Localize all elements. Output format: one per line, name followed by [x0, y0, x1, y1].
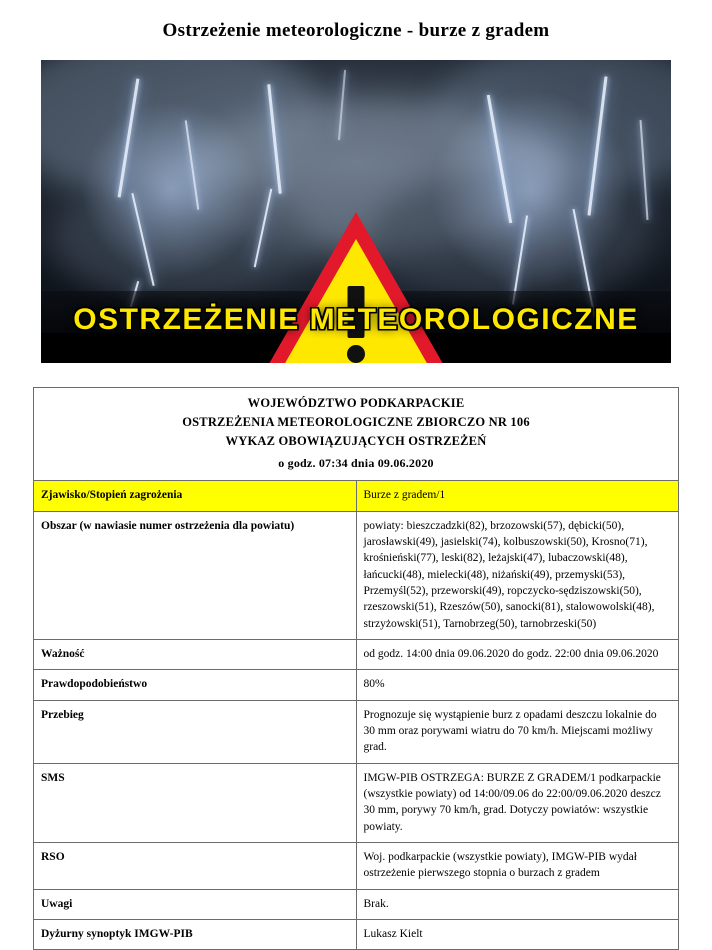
table-row [34, 889, 679, 919]
table-row [34, 842, 679, 889]
table-row [34, 700, 679, 763]
warning-table-body [34, 388, 679, 950]
table-row [34, 481, 679, 511]
row-label: Przebieg [34, 700, 357, 763]
warning-table-wrapper [33, 387, 679, 950]
warning-table [33, 387, 679, 950]
row-label: Zjawisko/Stopień zagrożenia [34, 481, 357, 511]
table-row [34, 919, 679, 949]
storm-photo [41, 60, 671, 363]
header-line-bulletin-number: OSTRZEŻENIA METEOROLOGICZNE ZBIORCZO NR 106 [182, 414, 530, 429]
row-value: IMGW-PIB OSTRZEGA: BURZE Z GRADEM/1 podkarpackie (wszystkie powiaty) od 14:00/09.06 do 22:00/09.06.2020 deszcz 30 mm, porywy 70 km/h, grad. Dotyczy powiatów: wszystkie powiaty. [356, 763, 679, 842]
row-value: Prognozuje się wystąpienie burz z opadami deszczu lokalnie do 30 mm oraz porywami wiatru do 70 km/h. Miejscami możliwy grad. [356, 700, 679, 763]
page-title: Ostrzeżenie meteorologiczne - burze z gradem [162, 20, 550, 41]
warning-triangle-icon [262, 212, 450, 363]
row-value: powiaty: bieszczadzki(82), brzozowski(57), dębicki(50), jarosławski(49), jasielski(74), kolbuszowski(50), Krosno(71), krośnieński(77), leski(82), leżajski(47), lubaczowski(48), łańcucki(48), mielecki(48), niżański(49), przemyski(53), Przemyśl(52), przeworski(49), ropczycko-sędziszowski(50), rzeszowski(51), Rzeszów(50), sanocki(81), stalowowolski(48), strzyżowski(51), Tarnobrzeg(50), tarnobrzeski(50) [356, 511, 679, 639]
exclamation-dot [347, 345, 365, 363]
warning-banner-image [41, 60, 671, 363]
row-label: SMS [34, 763, 357, 842]
row-label: Ważność [34, 639, 357, 669]
row-value: od godz. 14:00 dnia 09.06.2020 do godz. 22:00 dnia 09.06.2020 [356, 639, 679, 669]
header-line-voivodeship: WOJEWÓDZTWO PODKARPACKIE [247, 396, 465, 410]
row-label: Uwagi [34, 889, 357, 919]
header-line-list-title: WYKAZ OBOWIĄZUJĄCYCH OSTRZEŻEŃ [225, 433, 487, 448]
header-line-issue-time: o godz. 07:34 dnia 09.06.2020 [278, 456, 434, 471]
lightning-glow [81, 100, 261, 280]
row-label: Dyżurny synoptyk IMGW-PIB [34, 919, 357, 949]
document-page [0, 20, 712, 940]
row-label: Prawdopodobieństwo [34, 670, 357, 700]
row-value: Lukasz Kielt [356, 919, 679, 949]
row-label: RSO [34, 842, 357, 889]
table-row [34, 511, 679, 639]
banner-headline: OSTRZEŻENIE METEOROLOGICZNE [73, 303, 639, 336]
table-header-row [34, 388, 679, 481]
row-value: 80% [356, 670, 679, 700]
table-header-cell [34, 388, 679, 481]
row-value: Brak. [356, 889, 679, 919]
row-value: Burze z gradem/1 [356, 481, 679, 511]
table-row [34, 763, 679, 842]
table-row [34, 639, 679, 669]
row-label: Obszar (w nawiasie numer ostrzeżenia dla powiatu) [34, 511, 357, 639]
table-row [34, 670, 679, 700]
row-value: Woj. podkarpackie (wszystkie powiaty), IMGW-PIB wydał ostrzeżenie pierwszego stopnia o burzach z gradem [356, 842, 679, 889]
